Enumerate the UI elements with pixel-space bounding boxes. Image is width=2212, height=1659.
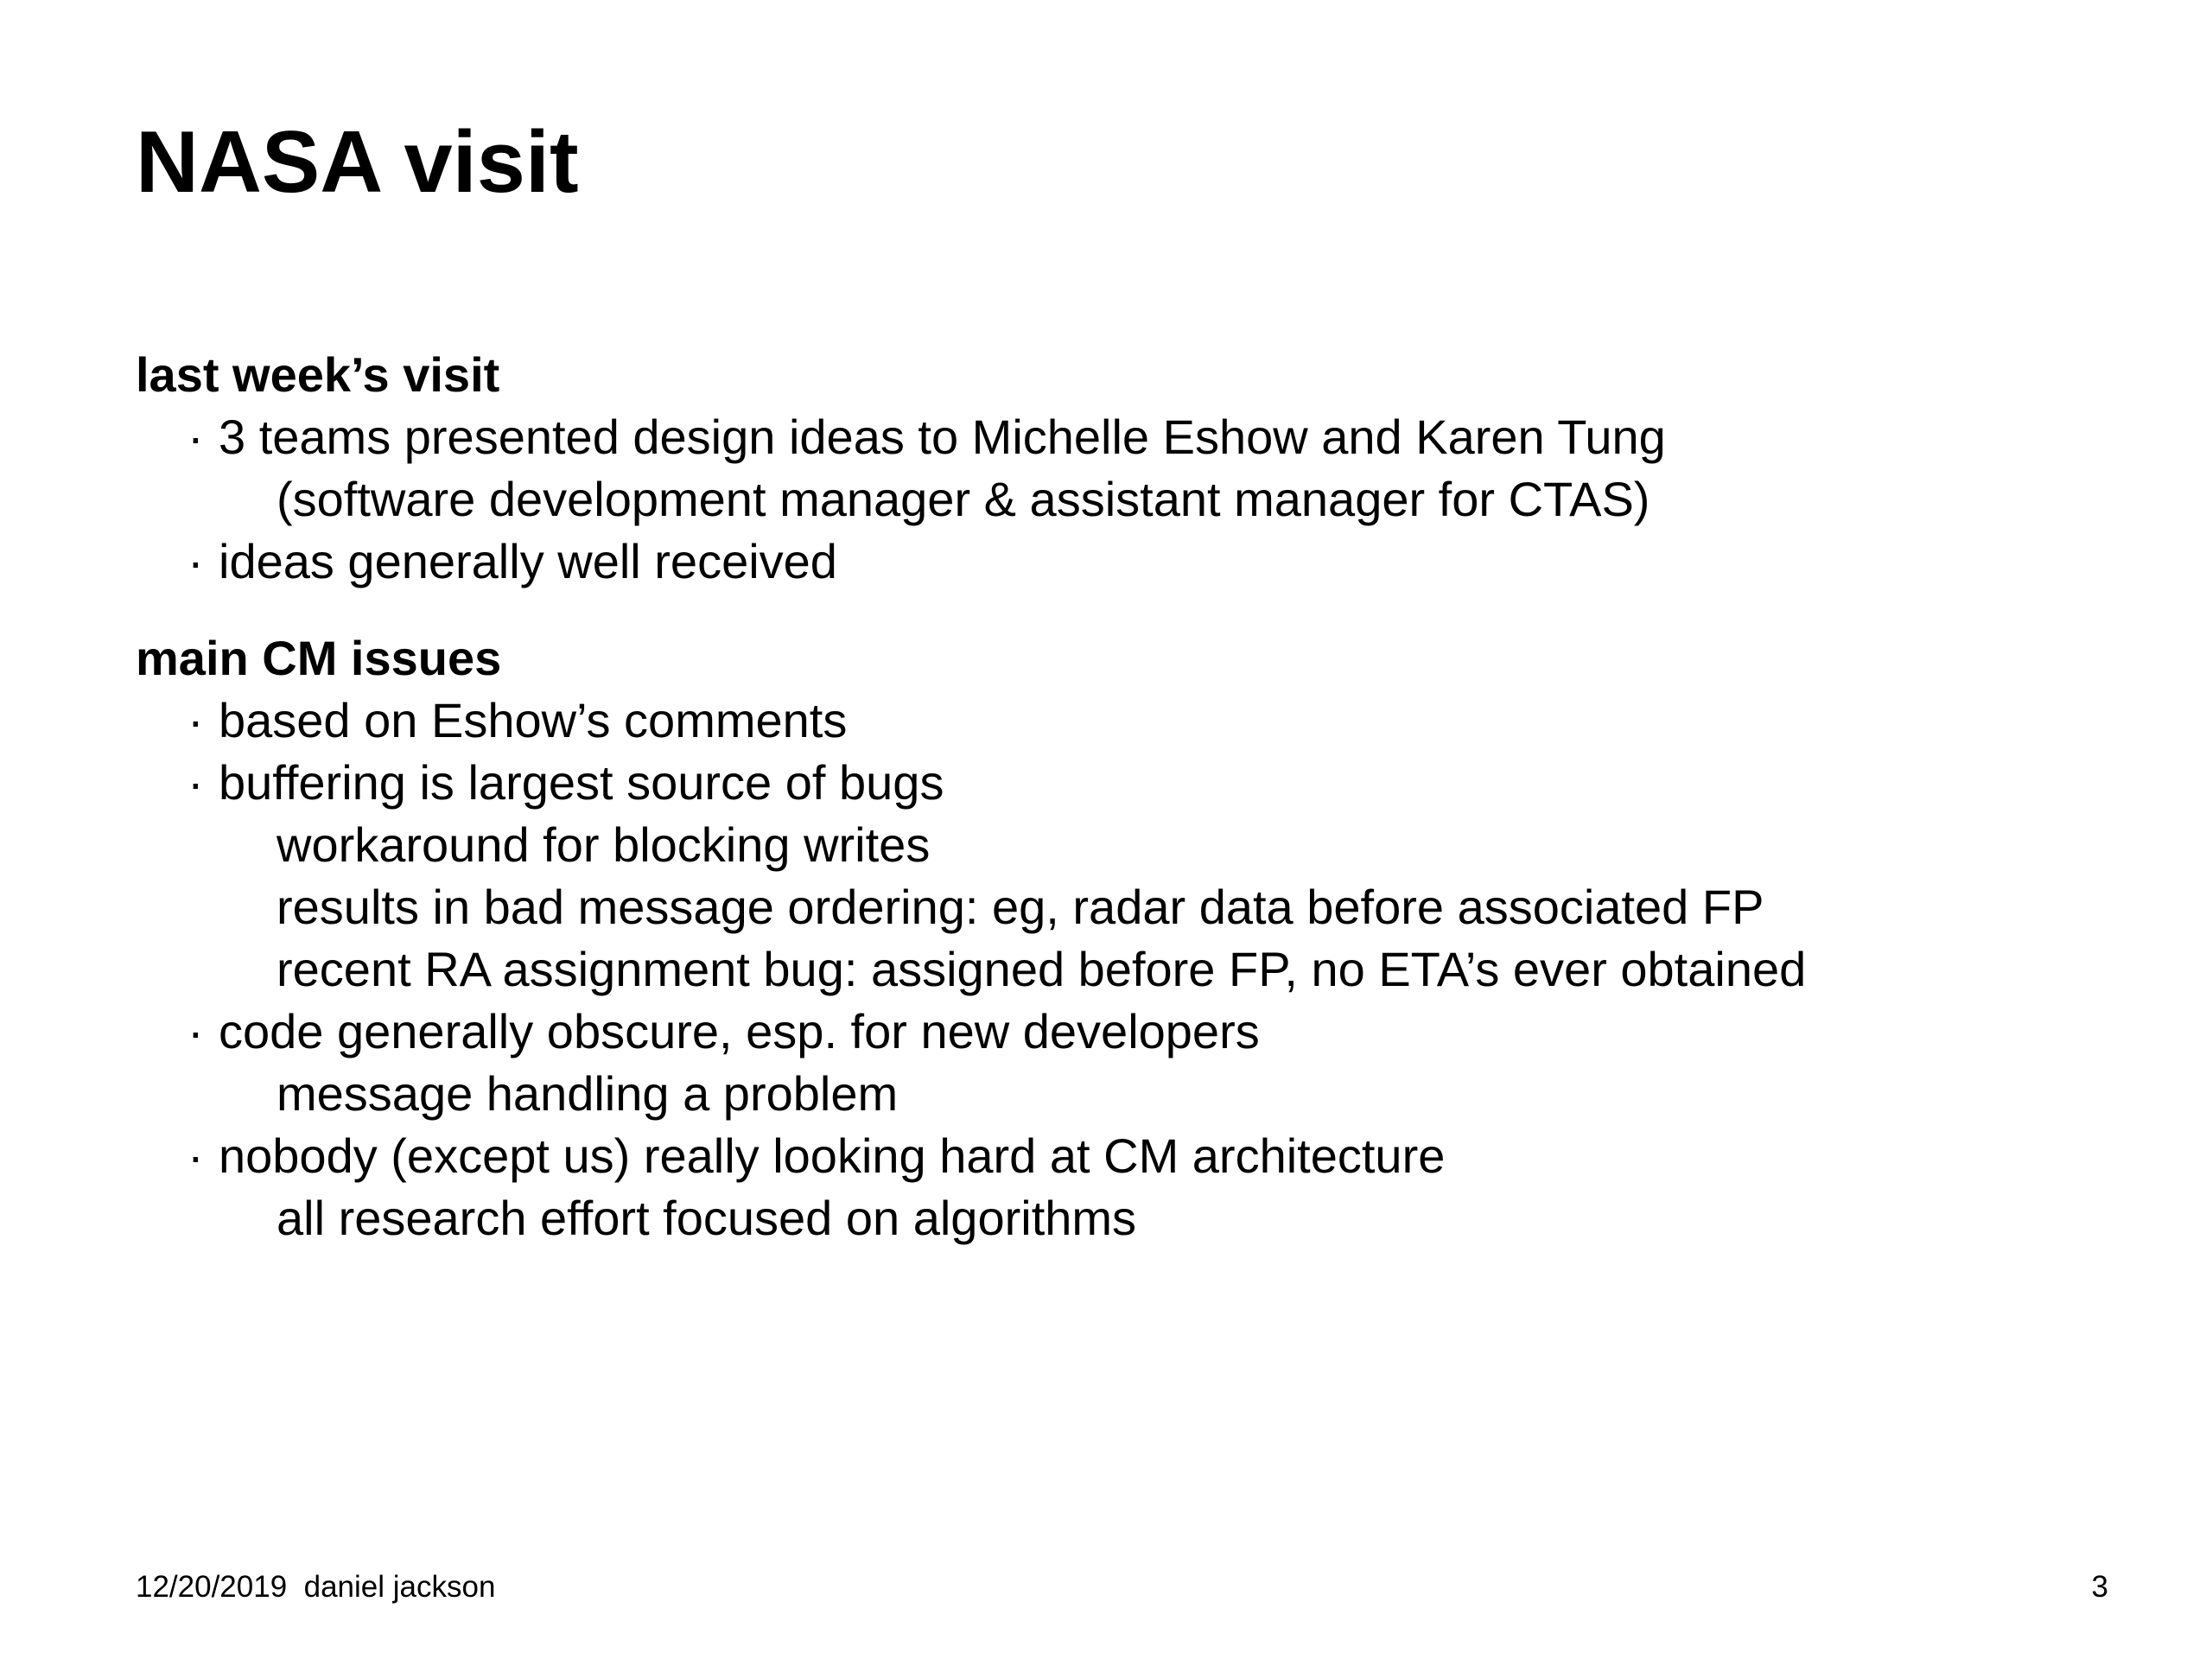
bullet-item	[136, 690, 2123, 752]
section-spacer	[136, 593, 2123, 627]
footer-info	[136, 1569, 495, 1605]
bullet-item	[136, 1001, 2123, 1063]
slide-content	[136, 344, 2123, 1249]
bullet-text: code generally obscure, esp. for new developers	[219, 1004, 1260, 1058]
bullet-dot-icon: ·	[188, 693, 204, 747]
bullet-text: ideas generally well received	[219, 534, 837, 588]
bullet-dot-icon: ·	[188, 534, 204, 588]
sub-item: workaround for blocking writes	[276, 817, 931, 872]
bullet-text: 3 teams presented design ideas to Michelle Eshow and Karen Tung	[219, 410, 1666, 464]
bullet-item	[136, 531, 2123, 593]
footer-date: 12/20/2019	[136, 1570, 288, 1604]
bullet-item	[136, 752, 2123, 814]
sub-item: results in bad message ordering: eg, radar data before associated FP	[276, 880, 1764, 934]
bullet-item	[136, 406, 2123, 468]
footer-author: daniel jackson	[303, 1570, 496, 1604]
section-heading-main-cm-issues: main CM issues	[136, 631, 502, 685]
page-number: 3	[2091, 1570, 2108, 1604]
section-heading-last-weeks-visit: last week’s visit	[136, 347, 500, 402]
sub-item: recent RA assignment bug: assigned before FP, no ETA’s ever obtained	[276, 942, 1807, 996]
sub-item: (software development manager & assistant manager for CTAS)	[276, 472, 1650, 526]
bullet-dot-icon: ·	[188, 755, 204, 810]
bullet-dot-icon: ·	[188, 410, 204, 464]
sub-item: message handling a problem	[276, 1066, 899, 1121]
slide-title: NASA visit	[136, 114, 579, 211]
bullet-item	[136, 1125, 2123, 1187]
bullet-dot-icon: ·	[188, 1128, 204, 1183]
bullet-text: based on Eshow’s comments	[219, 693, 848, 747]
sub-item: all research effort focused on algorithms	[276, 1191, 1137, 1245]
bullet-text: nobody (except us) really looking hard at CM architecture	[219, 1128, 1446, 1183]
bullet-dot-icon: ·	[188, 1004, 204, 1058]
bullet-text: buffering is largest source of bugs	[219, 755, 944, 810]
